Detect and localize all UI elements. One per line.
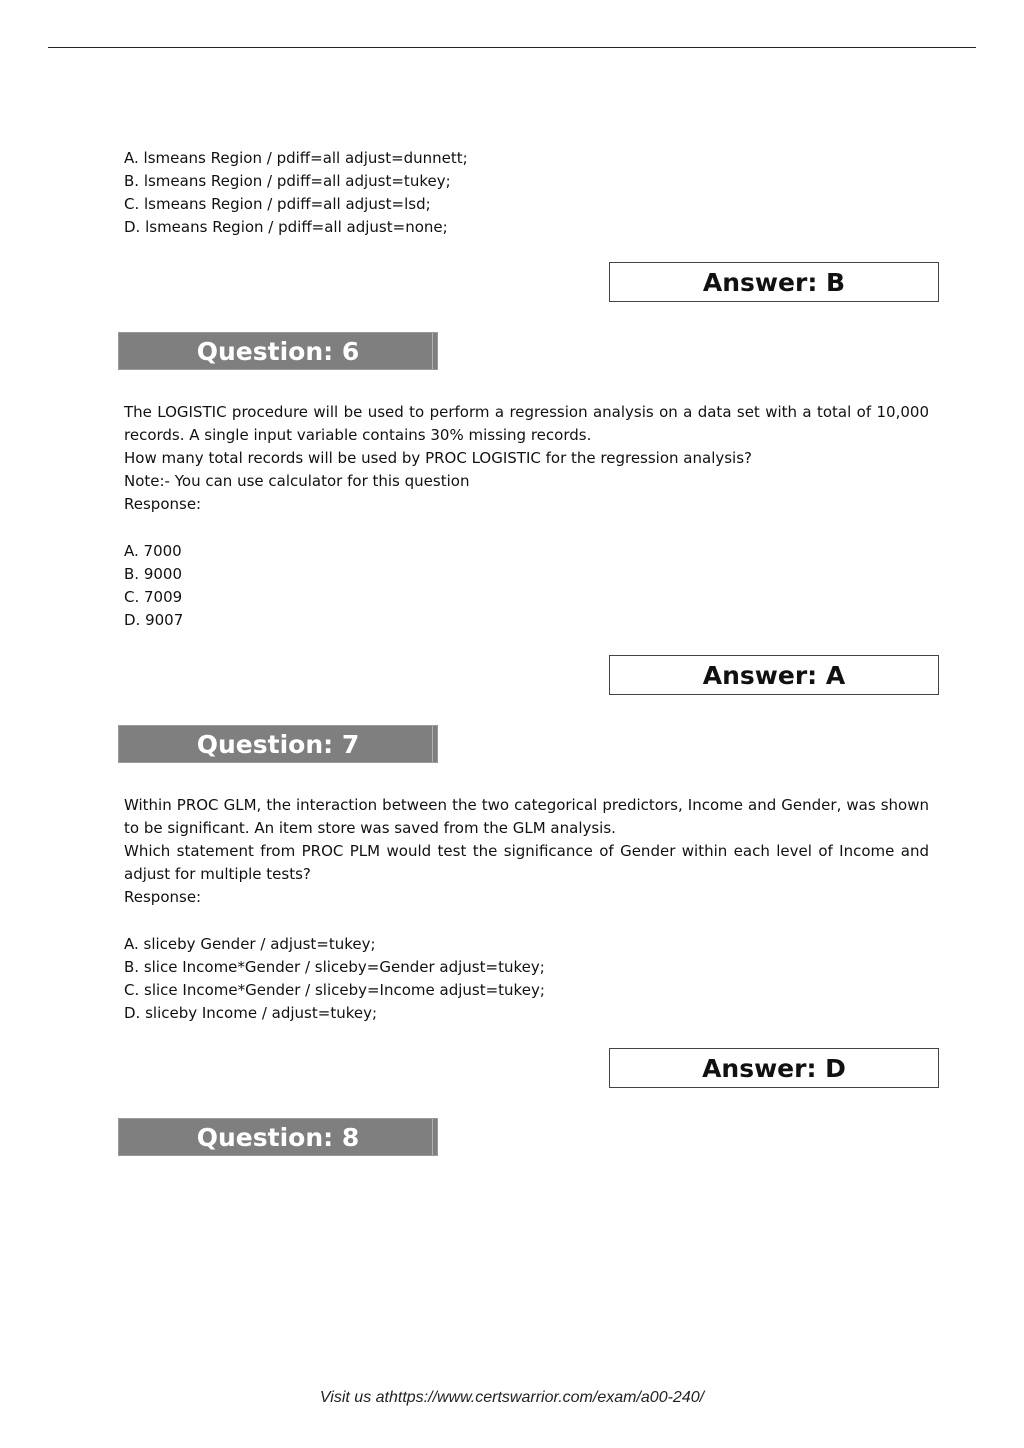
q8-header-edge [432,1119,433,1155]
q6-option-c: C. 7009 [124,588,183,606]
header-divider [48,47,976,48]
q7-option-b: B. slice Income*Gender / sliceby=Gender adjust=tukey; [124,958,545,976]
q7-option-a: A. sliceby Gender / adjust=tukey; [124,935,376,953]
q5-option-a: A. lsmeans Region / pdiff=all adjust=dunnett; [124,149,468,167]
q6-header-edge [432,333,433,369]
footer-link[interactable]: Visit us athttps://www.certswarrior.com/exam/a00-240/ [319,1389,705,1406]
q5-answer-text: Answer: B [702,267,846,297]
q6-body [124,401,929,516]
q6-header [118,332,438,370]
q6-header-label: Question: 6 [196,336,360,366]
q5-option-d: D. lsmeans Region / pdiff=all adjust=none; [124,218,448,236]
q7-option-d: D. sliceby Income / adjust=tukey; [124,1004,378,1022]
q7-response-label: Response: [124,888,202,906]
q7-question: Which statement from PROC PLM would test the significance of Gender within each level of Income and adjust for multiple tests? [124,842,929,883]
q6-question: How many total records will be used by PROC LOGISTIC for the regression analysis? [124,449,752,467]
q6-answer-box [609,655,939,695]
q6-options-list [124,540,929,632]
q5-answer-box [609,262,939,302]
q6-option-b: B. 9000 [124,565,183,583]
q6-response-label: Response: [124,495,202,513]
q5-option-c: C. lsmeans Region / pdiff=all adjust=lsd; [124,195,431,213]
q8-header [118,1118,438,1156]
q7-stem: Within PROC GLM, the interaction between the two categorical predictors, Income and Gender, was shown to be significant. An item store was saved from the GLM analysis. [124,796,929,837]
q7-options-list [124,933,929,1025]
q5-option-b: B. lsmeans Region / pdiff=all adjust=tukey; [124,172,451,190]
q7-answer-box [609,1048,939,1088]
q7-option-c: C. slice Income*Gender / sliceby=Income adjust=tukey; [124,981,545,999]
q5-options-list [124,147,929,239]
q7-answer-text: Answer: D [702,1053,846,1083]
q6-stem: The LOGISTIC procedure will be used to perform a regression analysis on a data set with a total of 10,000 records. A single input variable contains 30% missing records. [124,403,929,444]
q6-option-a: A. 7000 [124,542,182,560]
q6-option-d: D. 9007 [124,611,184,629]
q7-body [124,794,929,909]
q7-header-label: Question: 7 [196,729,360,759]
q7-header [118,725,438,763]
q6-note: Note:- You can use calculator for this question [124,472,470,490]
q8-header-label: Question: 8 [196,1122,360,1152]
q7-header-edge [432,726,433,762]
q6-answer-text: Answer: A [702,660,846,690]
